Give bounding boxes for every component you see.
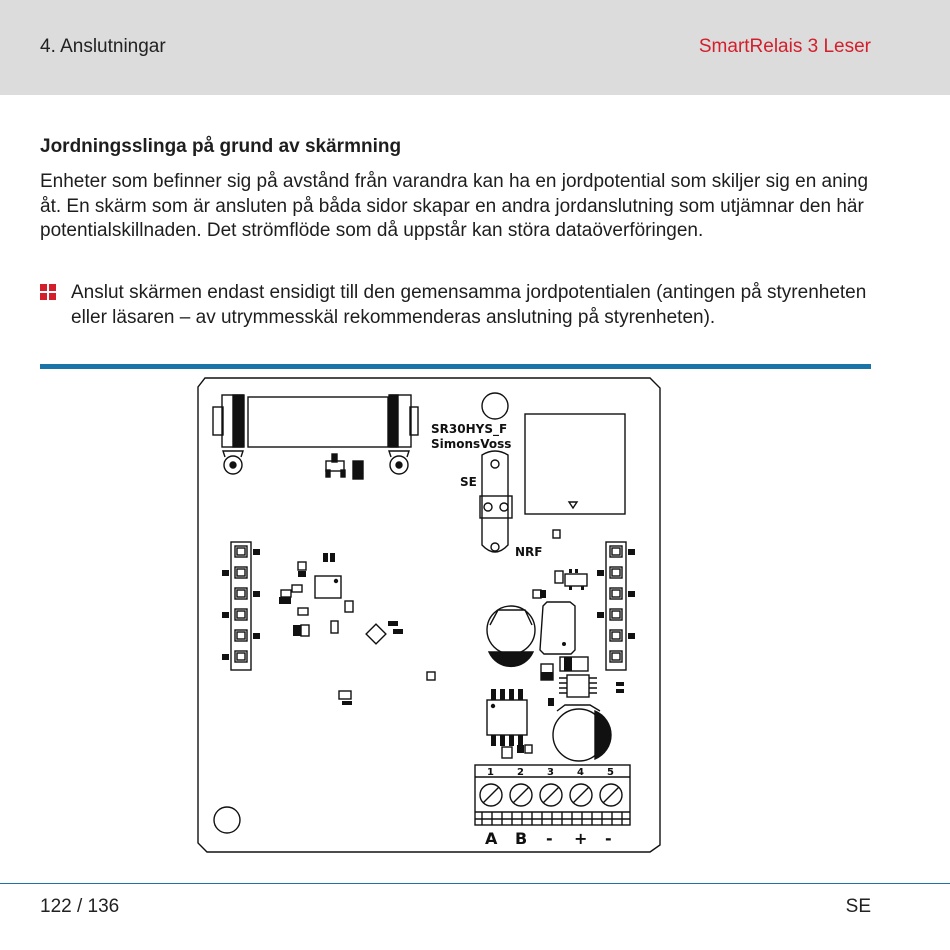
smd-components-left	[279, 553, 435, 705]
bullet-text: Anslut skärmen endast ensidigt till den gemensamma jordpotentialen (antingen på styrenheten eller läsaren – av utrymmesskäl rekommenderas anslutning på styrenheten).	[71, 282, 867, 328]
small-smd	[553, 530, 560, 538]
screw-2	[510, 784, 532, 806]
smd-components-right	[487, 569, 624, 761]
board-label-brand: SimonsVoss	[431, 437, 512, 451]
page-number: 122 / 136	[40, 896, 120, 917]
ic-dip	[487, 689, 527, 746]
left-pin-header	[222, 542, 260, 670]
electrolytic-capacitor-1	[487, 606, 535, 666]
electrolytic-capacitor-2	[553, 705, 611, 761]
section-heading: Jordningsslinga på grund av skärmning	[40, 136, 402, 157]
mounting-hole-bottom	[214, 807, 240, 833]
jumper-switch	[480, 451, 512, 552]
ic-small	[559, 675, 597, 697]
page-header	[0, 0, 950, 95]
transistor	[326, 454, 363, 479]
footer-rule	[0, 883, 950, 884]
terminal-number-4: 4	[577, 767, 584, 778]
bullet-square-icon	[40, 284, 56, 300]
terminal-number-2: 2	[517, 767, 524, 778]
relay-module	[525, 414, 625, 514]
screw-5	[600, 784, 622, 806]
terminal-label-a: A	[485, 829, 498, 848]
label-nrf: NRF	[515, 545, 543, 559]
board-label-model: SR30HYS_F	[431, 422, 508, 436]
screw-1	[480, 784, 502, 806]
chapter-title: 4. Anslutningar	[40, 36, 166, 57]
terminal-label-plus: +	[574, 829, 588, 848]
section-paragraph: Enheter som befinner sig på avstånd från varandra kan ha en jordpotential som skiljer sig en aning åt. En skärm som är ansluten på båda sidor skapar en andra jordanslutning som utjämnar den här potentialskillnaden. Det strömflöde som då uppstår kan störa dataöverföringen.	[40, 171, 869, 241]
terminal-label-minus-1: -	[546, 829, 553, 848]
screw-3	[540, 784, 562, 806]
terminal-number-5: 5	[607, 767, 614, 778]
circuit-board-diagram	[195, 375, 665, 855]
inductor	[540, 602, 575, 654]
fuse-holder	[213, 395, 418, 474]
screw-4	[570, 784, 592, 806]
label-se: SE	[460, 475, 477, 489]
language-code: SE	[845, 896, 871, 917]
right-pin-header	[597, 542, 635, 670]
terminal-label-b: B	[515, 829, 528, 848]
terminal-number-3: 3	[547, 767, 554, 778]
terminal-number-1: 1	[487, 767, 494, 778]
mounting-hole	[482, 393, 508, 419]
terminal-label-minus-2: -	[605, 829, 612, 848]
figure-top-rule	[40, 364, 871, 369]
product-title: SmartRelais 3 Leser	[698, 36, 871, 57]
triangle-marker-icon	[569, 502, 577, 508]
board-outline	[198, 378, 660, 852]
